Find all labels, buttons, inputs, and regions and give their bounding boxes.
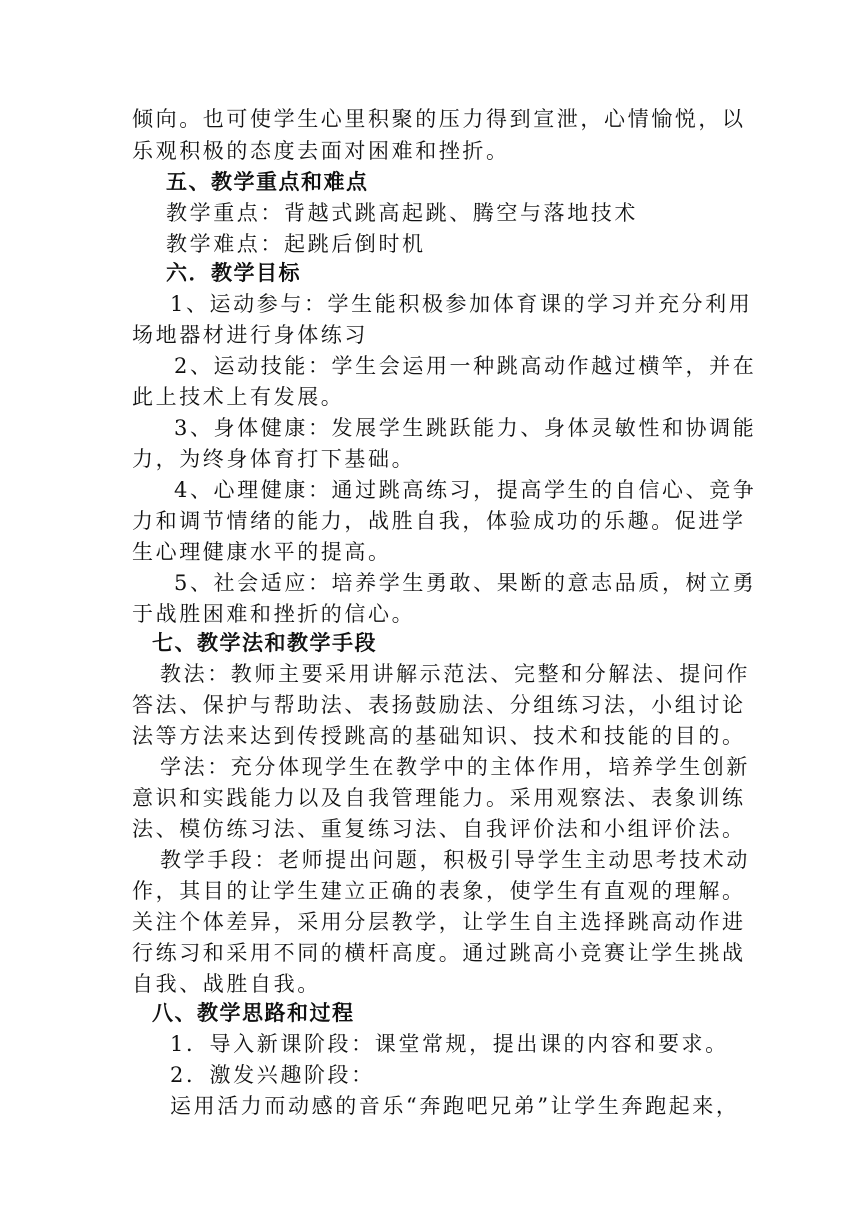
list-item-line: 生心理健康水平的提高。 [132,540,392,564]
body-text-line: 乐观积极的态度去面对困难和挫折。 [132,139,510,163]
body-text-line: 教学手段：老师提出问题，积极引导学生主动思考技术动 [160,848,750,872]
body-text-line: 教学难点：起跳后倒时机 [166,232,426,256]
list-item-line: 力和调节情绪的能力，战胜自我，体验成功的乐趣。促进学 [132,509,746,533]
section-heading-7: 七、教学法和教学手段 [152,631,377,655]
body-text-line: 答法、保护与帮助法、表扬鼓励法、分组练习法，小组讨论 [132,693,746,717]
list-item-line: 场地器材进行身体练习 [132,323,368,347]
list-item-line: 1、运动参与：学生能积极参加体育课的学习并充分利用 [170,292,753,316]
section-heading-5: 五、教学重点和难点 [166,170,369,194]
body-text-line: 作，其目的让学生建立正确的表象，使学生有直观的理解。 [132,879,746,903]
body-text-line: 法、模仿练习法、重复练习法、自我评价法和小组评价法。 [132,817,746,841]
list-item-line: 此上技术上有发展。 [132,385,345,409]
body-text-line: 意识和实践能力以及自我管理能力。采用观察法、表象训练 [132,786,746,810]
body-text-line: 教学重点：背越式跳高起跳、腾空与落地技术 [166,201,638,225]
list-item-line: 力，为终身体育打下基础。 [132,447,416,471]
body-text-line: 关注个体差异，采用分层教学，让学生自主选择跳高动作进 [132,910,746,934]
body-text-line: 学法：充分体现学生在教学中的主体作用，培养学生创新 [160,755,750,779]
body-text-line: 教法：教师主要采用讲解示范法、完整和分解法、提问作 [160,662,750,686]
section-heading-8: 八、教学思路和过程 [152,1001,355,1025]
body-text-line: 自我、战胜自我。 [132,972,321,996]
list-item-line: 4、心理健康：通过跳高练习，提高学生的自信心、竞争 [174,478,757,502]
body-text-line: 法等方法来达到传授跳高的基础知识、技术和技能的目的。 [132,724,746,748]
body-text-line: 倾向。也可使学生心里积聚的压力得到宣泄，心情愉悦，以 [132,107,746,131]
list-item-line: 1．导入新课阶段：课堂常规，提出课的内容和要求。 [170,1032,729,1056]
list-item-line: 于战胜困难和挫折的信心。 [132,602,416,626]
body-text-line: 运用活力而动感的音乐“奔跑吧兄弟”让学生奔跑起来， [170,1094,740,1118]
list-item-line: 2、运动技能：学生会运用一种跳高动作越过横竿，并在 [174,354,757,378]
list-item-line: 5、社会适应：培养学生勇敢、果断的意志品质，树立勇 [174,571,757,595]
section-heading-6: 六．教学目标 [166,261,301,285]
body-text-line: 行练习和采用不同的横杆高度。通过跳高小竞赛让学生挑战 [132,941,746,965]
list-item-line: 3、身体健康：发展学生跳跃能力、身体灵敏性和协调能 [174,416,757,440]
list-item-line: 2．激发兴趣阶段： [170,1063,375,1087]
